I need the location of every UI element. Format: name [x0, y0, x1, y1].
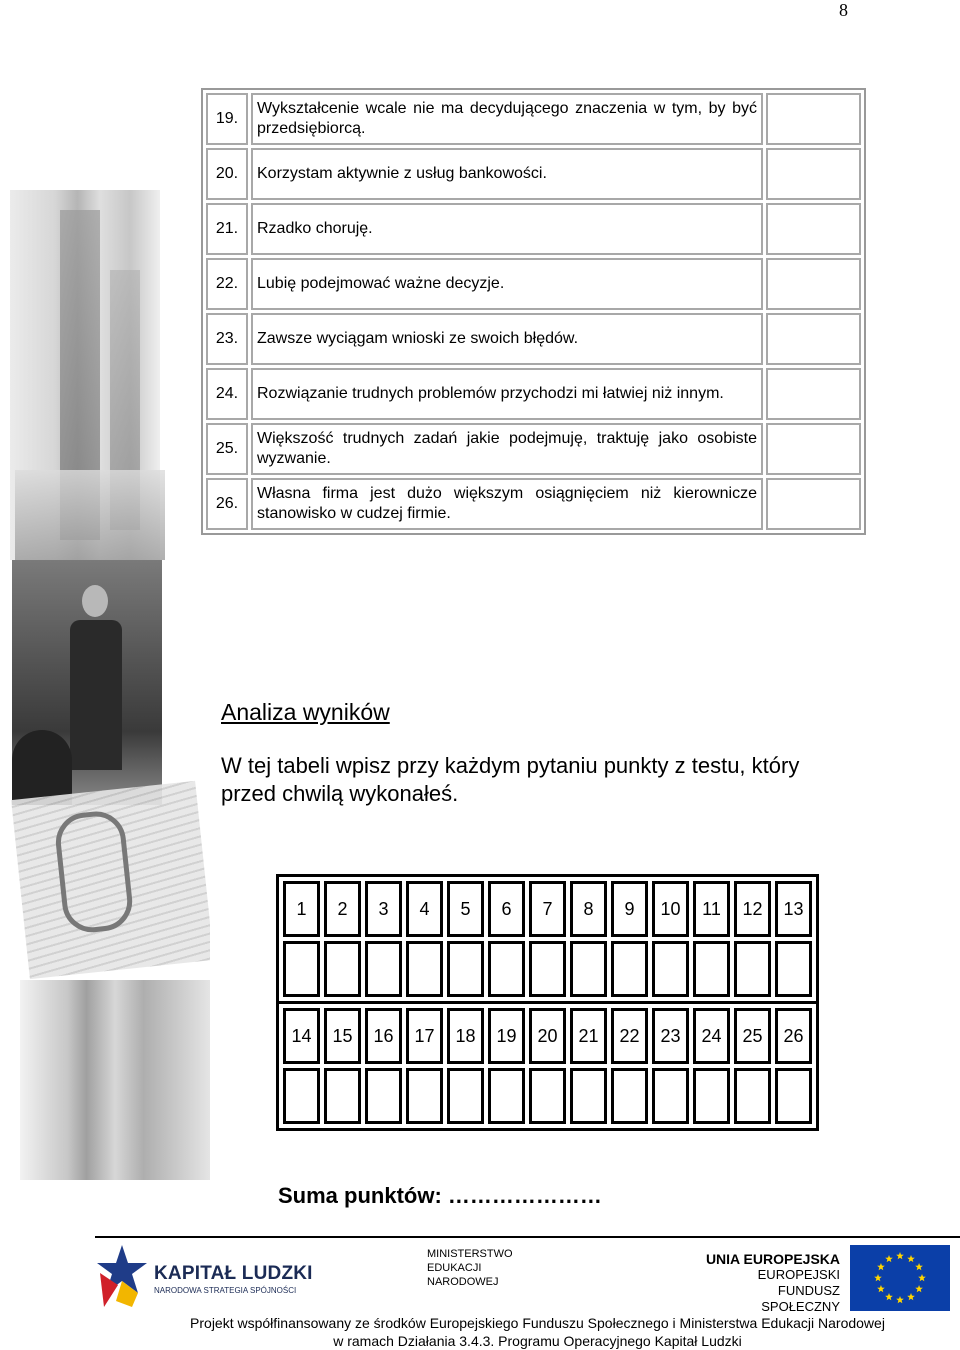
- score-input-cell[interactable]: [324, 941, 361, 997]
- eu-star-icon: [896, 1296, 904, 1303]
- score-input-cell[interactable]: [611, 941, 648, 997]
- score-input-cell[interactable]: [693, 941, 730, 997]
- score-input-cell[interactable]: [406, 941, 443, 997]
- score-input-cell[interactable]: [734, 941, 771, 997]
- score-input-cell[interactable]: [488, 1068, 525, 1124]
- question-number-cell: 12: [734, 881, 771, 937]
- question-number-cell: 10: [652, 881, 689, 937]
- question-row: [206, 478, 861, 530]
- eu-star-icon: [885, 1293, 893, 1300]
- score-input-cell[interactable]: [775, 1068, 812, 1124]
- question-text: Rozwiązanie trudnych problemów przychodzi mi łatwiej niż innym.: [251, 368, 763, 420]
- page-number: 8: [839, 0, 848, 20]
- question-number-cell: 19: [488, 1008, 525, 1064]
- question-number-cell: 26: [775, 1008, 812, 1064]
- question-number-cell: 25: [734, 1008, 771, 1064]
- question-row: [206, 148, 861, 200]
- kapital-ludzki-emblem-icon: [92, 1243, 152, 1309]
- question-row: [206, 423, 861, 475]
- eu-star-icon: [915, 1285, 923, 1292]
- footer-funding-text: [0, 1314, 960, 1350]
- question-text: Lubię podejmować ważne decyzje.: [251, 258, 763, 310]
- kapital-ludzki-subtitle: NARODOWA STRATEGIA SPÓJNOŚCI: [154, 1286, 297, 1295]
- question-number-cell: 2: [324, 881, 361, 937]
- question-number: 21.: [206, 203, 248, 255]
- question-text: Korzystam aktywnie z usług bankowości.: [251, 148, 763, 200]
- score-table-14-26: [276, 1001, 819, 1131]
- eu-star-icon: [907, 1293, 915, 1300]
- question-number-cell: 4: [406, 881, 443, 937]
- answer-cell[interactable]: [766, 258, 861, 310]
- question-number-cell: 14: [283, 1008, 320, 1064]
- question-number-cell: 15: [324, 1008, 361, 1064]
- answer-cell[interactable]: [766, 313, 861, 365]
- question-row: [206, 368, 861, 420]
- score-input-cell[interactable]: [447, 1068, 484, 1124]
- sum-of-points-label: Suma punktów: …………………: [278, 1183, 602, 1208]
- presenter-head: [82, 585, 108, 617]
- eu-star-icon: [907, 1255, 915, 1262]
- ministry-line: MINISTERSTWO: [427, 1248, 513, 1260]
- question-row: [206, 93, 861, 145]
- score-input-cell[interactable]: [611, 1068, 648, 1124]
- score-input-cell[interactable]: [570, 941, 607, 997]
- answer-cell[interactable]: [766, 478, 861, 530]
- question-row: [206, 203, 861, 255]
- question-number-cell: 21: [570, 1008, 607, 1064]
- question-number-cell: 8: [570, 881, 607, 937]
- question-number-cell: 3: [365, 881, 402, 937]
- question-number: 26.: [206, 478, 248, 530]
- footer-text-line: w ramach Działania 3.4.3. Programu Operacyjnego Kapitał Ludzki: [333, 1333, 742, 1349]
- eu-star-icon: [918, 1274, 926, 1281]
- instruction-text: W tej tabeli wpisz przy każdym pytaniu punkty z testu, który przed chwilą wykonałeś.: [221, 753, 800, 806]
- answer-cell[interactable]: [766, 368, 861, 420]
- eu-star-icon: [915, 1263, 923, 1270]
- question-number-cell: 24: [693, 1008, 730, 1064]
- question-text: Większość trudnych zadań jakie podejmuję, traktuję jako osobiste wyzwanie.: [251, 423, 763, 475]
- question-number-cell: 1: [283, 881, 320, 937]
- ministry-line: NARODOWEJ: [427, 1276, 499, 1288]
- score-input-cell[interactable]: [775, 941, 812, 997]
- score-input-cell[interactable]: [365, 1068, 402, 1124]
- eu-line: FUNDUSZ SPOŁECZNY: [761, 1283, 840, 1314]
- score-input-cell[interactable]: [693, 1068, 730, 1124]
- document-photo: [11, 781, 210, 979]
- answer-cell[interactable]: [766, 148, 861, 200]
- question-number-cell: 16: [365, 1008, 402, 1064]
- score-input-cell[interactable]: [734, 1068, 771, 1124]
- question-number-cell: 7: [529, 881, 566, 937]
- score-input-cell[interactable]: [406, 1068, 443, 1124]
- section-title: Analiza wyników: [221, 699, 390, 725]
- score-input-cell[interactable]: [447, 941, 484, 997]
- answer-cell[interactable]: [766, 423, 861, 475]
- question-text: Własna firma jest dużo większym osiągnięciem niż kierownicze stanowisko w cudzej firmie.: [251, 478, 763, 530]
- glass-towers-photo: [20, 980, 210, 1180]
- question-number-cell: 18: [447, 1008, 484, 1064]
- answer-cell[interactable]: [766, 93, 861, 145]
- question-number-cell: 23: [652, 1008, 689, 1064]
- ministry-logo-text: [427, 1247, 513, 1289]
- score-input-cell[interactable]: [365, 941, 402, 997]
- question-number-cell: 13: [775, 881, 812, 937]
- question-text: Zawsze wyciągam wnioski ze swoich błędów.: [251, 313, 763, 365]
- eu-star-icon: [885, 1255, 893, 1262]
- score-input-cell[interactable]: [283, 941, 320, 997]
- eu-star-icon: [877, 1263, 885, 1270]
- eu-line: EUROPEJSKI: [757, 1267, 840, 1282]
- score-input-cell[interactable]: [652, 1068, 689, 1124]
- question-number-cell: 5: [447, 881, 484, 937]
- question-number-cell: 17: [406, 1008, 443, 1064]
- ministry-line: EDUKACJI: [427, 1262, 482, 1274]
- question-number: 22.: [206, 258, 248, 310]
- eu-logo-text: [700, 1251, 840, 1315]
- presenter-body: [70, 620, 122, 770]
- paperclip-icon: [53, 809, 135, 936]
- footer-text-line: Projekt współfinansowany ze środków Europejskiego Funduszu Społecznego i Ministerstwa Edukacji Narodowej: [190, 1315, 885, 1331]
- score-input-cell[interactable]: [488, 941, 525, 997]
- decorative-photo-collage: [0, 150, 210, 1180]
- question-number-cell: 22: [611, 1008, 648, 1064]
- question-row: [206, 258, 861, 310]
- kapital-ludzki-title: KAPITAŁ LUDZKI: [154, 1263, 313, 1284]
- questions-table: [201, 88, 866, 535]
- footer-divider: [95, 1236, 960, 1238]
- score-input-cell[interactable]: [529, 1068, 566, 1124]
- answer-cell[interactable]: [766, 203, 861, 255]
- building-photo: [15, 470, 165, 560]
- score-input-cell[interactable]: [570, 1068, 607, 1124]
- question-number: 19.: [206, 93, 248, 145]
- question-number-cell: 6: [488, 881, 525, 937]
- presenter-photo: [12, 560, 162, 805]
- question-number-cell: 9: [611, 881, 648, 937]
- kapital-ludzki-logo: [92, 1243, 322, 1309]
- score-input-cell[interactable]: [652, 941, 689, 997]
- question-number: 20.: [206, 148, 248, 200]
- question-number-cell: 11: [693, 881, 730, 937]
- question-number: 23.: [206, 313, 248, 365]
- score-input-cell[interactable]: [283, 1068, 320, 1124]
- score-table-1-13: [276, 874, 819, 1004]
- question-text: Wykształcenie wcale nie ma decydującego znaczenia w tym, by być przedsiębiorcą.: [251, 93, 763, 145]
- question-number: 24.: [206, 368, 248, 420]
- question-row: [206, 313, 861, 365]
- eu-star-icon: [874, 1274, 882, 1281]
- eu-star-icon: [877, 1285, 885, 1292]
- question-number: 25.: [206, 423, 248, 475]
- question-text: Rzadko choruję.: [251, 203, 763, 255]
- score-input-cell[interactable]: [529, 941, 566, 997]
- score-input-cell[interactable]: [324, 1068, 361, 1124]
- eu-title: UNIA EUROPEJSKA: [705, 1251, 840, 1267]
- eu-flag-icon: [850, 1245, 950, 1311]
- eu-star-icon: [896, 1252, 904, 1259]
- eu-stars-icon: [850, 1245, 950, 1311]
- question-number-cell: 20: [529, 1008, 566, 1064]
